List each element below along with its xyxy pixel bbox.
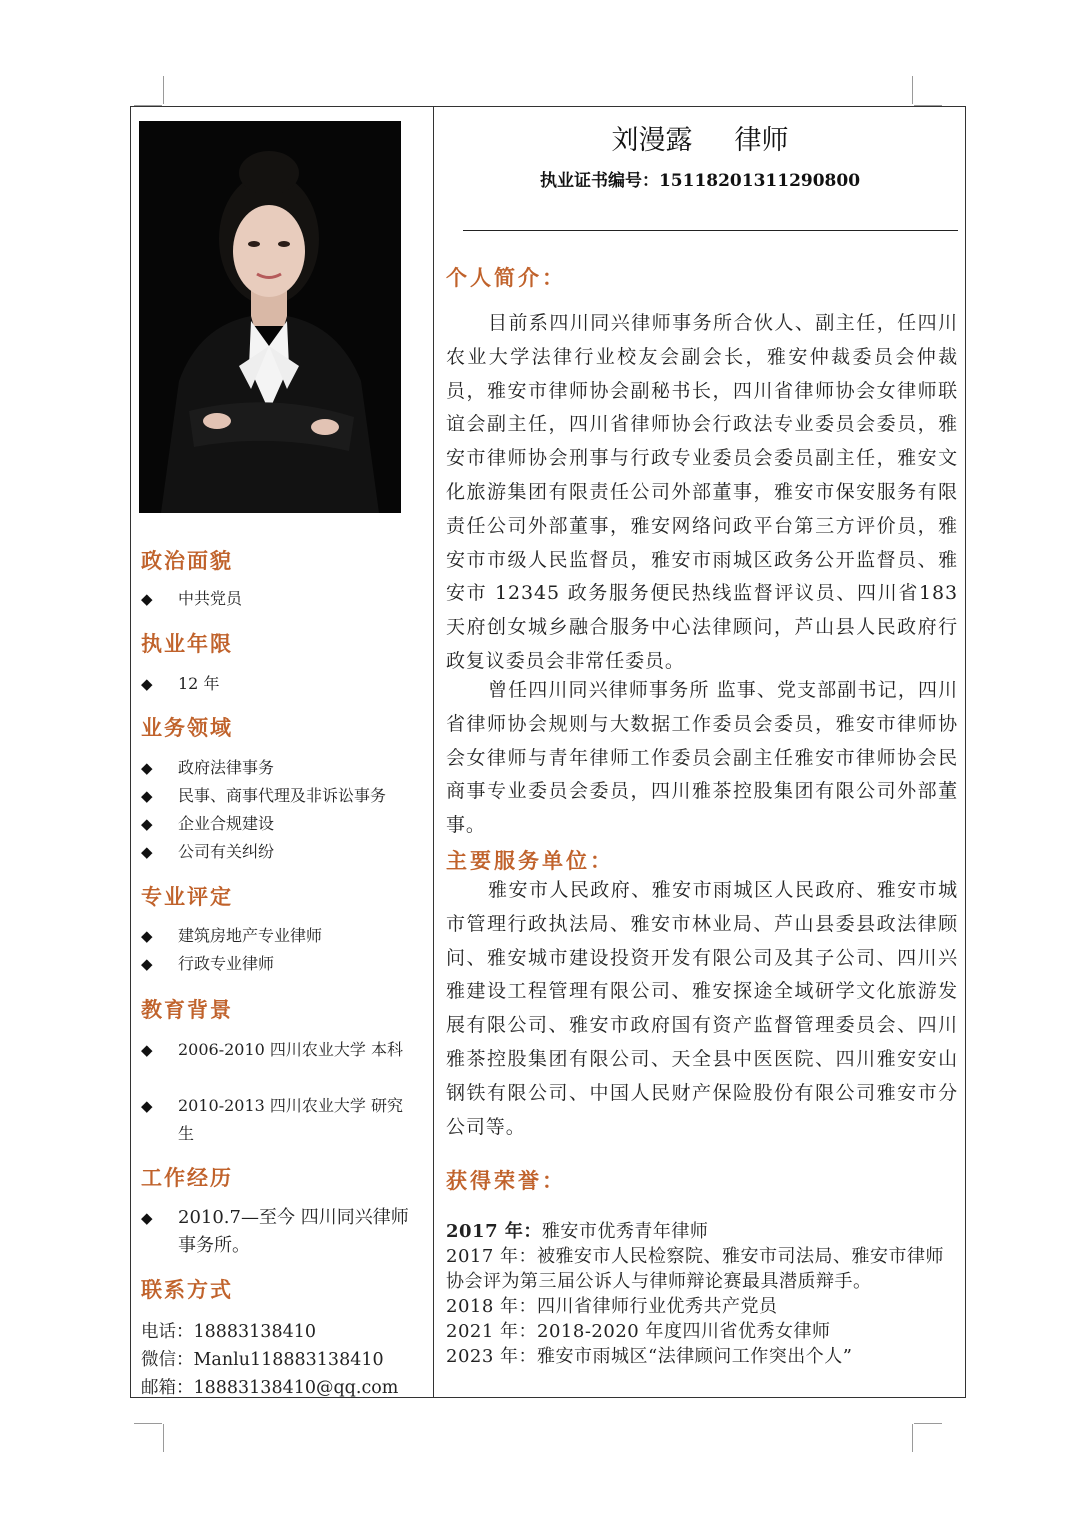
political-item: ◆ 中共党员 — [141, 585, 426, 613]
section-heading-years: 执业年限 — [141, 631, 233, 656]
diamond-bullet-icon: ◆ — [141, 1041, 153, 1059]
education-item: ◆ 2010-2013 四川农业大学 研究生 — [141, 1092, 413, 1148]
specialty-item: ◆ 行政专业律师 — [141, 950, 426, 978]
name-title-line — [435, 118, 965, 157]
honor-item: 2021 年：2018-2020 年度四川省优秀女律师 — [446, 1321, 831, 1342]
section-heading-practice: 业务领域 — [141, 715, 233, 740]
practice-item: ◆ 公司有关纠纷 — [141, 838, 426, 866]
section-heading-intro: 个人简介： — [446, 265, 566, 290]
diamond-bullet-icon: ◆ — [141, 843, 153, 861]
honor-item: 2017 年：被雅安市人民检察院、雅安市司法局、雅安市律师协会评为第三届公诉人与律师辩论赛最具潜质辩手。 — [446, 1246, 945, 1292]
section-heading-education: 教育背景 — [141, 997, 233, 1022]
diamond-bullet-icon: ◆ — [141, 590, 153, 608]
crop-mark-tr-v — [912, 76, 913, 104]
contact-phone: 电话：18883138410 — [141, 1322, 316, 1342]
honor-item: 2018 年：四川省律师行业优秀共产党员 — [446, 1296, 778, 1317]
section-heading-work: 工作经历 — [141, 1165, 233, 1190]
practice-item: ◆ 企业合规建设 — [141, 810, 426, 838]
diamond-bullet-icon: ◆ — [141, 815, 153, 833]
license-line — [435, 166, 965, 191]
honors-list — [446, 1219, 958, 1369]
diamond-bullet-icon: ◆ — [141, 675, 153, 693]
work-item: ◆ 2010.7—至今 四川同兴律师事务所。 — [141, 1204, 411, 1260]
portrait-photo — [139, 121, 401, 513]
section-heading-contact: 联系方式 — [141, 1277, 233, 1302]
license-number: 15118201311290800 — [658, 171, 861, 191]
license-label: 执业证书编号： — [539, 171, 659, 191]
column-divider — [433, 106, 434, 1398]
years-item: ◆ 12 年 — [141, 670, 426, 698]
diamond-bullet-icon: ◆ — [141, 1209, 153, 1227]
practice-item: ◆ 民事、商事代理及非诉讼事务 — [141, 782, 426, 810]
intro-paragraph-2: 曾任四川同兴律师事务所 监事、党支部副书记，四川省律师协会规则与大数据工作委员会委员，雅安市律师协会女律师与青年律师工作委员会副主任雅安市律师协会民商事专业委员会委员，四川雅茶控股集团有限公司外部董事。 — [446, 679, 958, 837]
education-item: ◆ 2006-2010 四川农业大学 本科 — [141, 1036, 413, 1064]
crop-mark-tl-v — [163, 76, 164, 104]
diamond-bullet-icon: ◆ — [141, 955, 153, 973]
intro-paragraph-1: 目前系四川同兴律师事务所合伙人、副主任，任四川农业大学法律行业校友会副会长，雅安仲裁委员会仲裁员，雅安市律师协会副秘书长，四川省律师协会女律师联谊会副主任，四川省律师协会行政法专业委员会委员，雅安市律师协会刑事与行政专业委员会委员副主任，雅安文化旅游集团有限责任公司外部董事，雅安市保安服务有限责任公司外部董事，雅安网络问政平台第三方评价员，雅安市市级人民监督员，雅安市雨城区政务公开监督员、雅安市 12345 政务服务便民热线监督评议员、四川省183天府创女城乡融合服务中心法律顾问，芦山县人民政府行政复议委员会非常任委员。 — [446, 312, 958, 672]
diamond-bullet-icon: ◆ — [141, 1097, 153, 1115]
service-paragraph: 雅安市人民政府、雅安市雨城区人民政府、雅安市城市管理行政执法局、雅安市林业局、芦山县委县政法律顾问、雅安城市建设投资开发有限公司及其子公司、四川兴雅建设工程管理有限公司、雅安探途全域研学文化旅游发展有限公司、雅安市政府国有资产监督管理委员会、四川雅茶控股集团有限公司、天全县中医医院、四川雅安安山钢铁有限公司、中国人民财产保险股份有限公司雅安市分公司等。 — [446, 879, 958, 1138]
lawyer-title: 律师 — [734, 125, 789, 156]
section-heading-honors: 获得荣誉： — [446, 1168, 566, 1193]
specialty-item: ◆ 建筑房地产专业律师 — [141, 922, 426, 950]
contact-wechat: 微信：Manlu118883138410 — [141, 1350, 384, 1370]
crop-mark-bl-h — [134, 1423, 162, 1424]
section-heading-specialty: 专业评定 — [141, 884, 233, 909]
section-heading-political: 政治面貌 — [141, 548, 233, 573]
diamond-bullet-icon: ◆ — [141, 787, 153, 805]
section-heading-service: 主要服务单位： — [446, 848, 614, 873]
practice-item: ◆ 政府法律事务 — [141, 754, 426, 782]
honor-item: 2017 年：雅安市优秀青年律师 — [446, 1221, 709, 1242]
diamond-bullet-icon: ◆ — [141, 759, 153, 777]
portrait-illustration — [139, 121, 401, 513]
honor-item: 2023 年：雅安市雨城区“法律顾问工作突出个人” — [446, 1346, 853, 1367]
lawyer-name: 刘漫露 — [611, 125, 693, 156]
header-rule — [463, 230, 958, 231]
crop-mark-bl-v — [163, 1424, 164, 1452]
contact-email: 邮箱：18883138410@qq.com — [141, 1378, 399, 1398]
diamond-bullet-icon: ◆ — [141, 927, 153, 945]
crop-mark-br-h — [914, 1423, 942, 1424]
crop-mark-br-v — [912, 1424, 913, 1452]
